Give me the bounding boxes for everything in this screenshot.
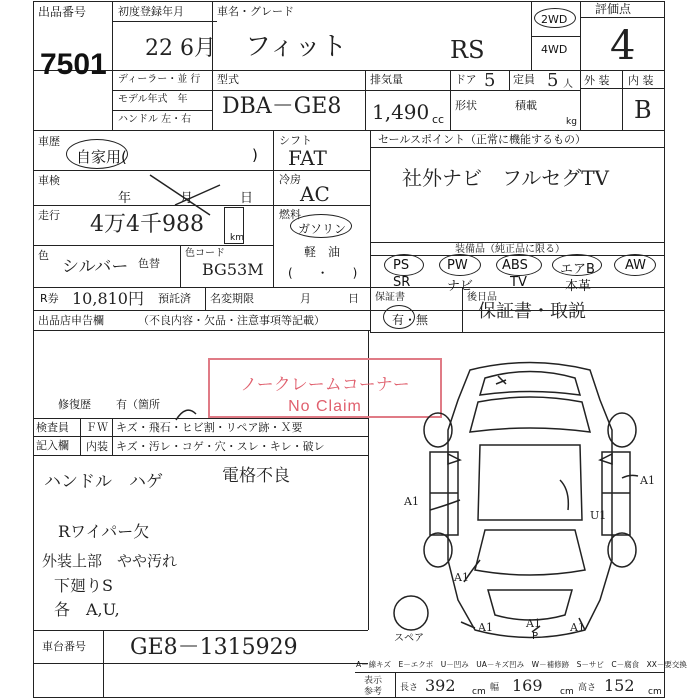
drive-2wd: 2WD (541, 13, 568, 26)
equipment-item-ps: PS (393, 258, 410, 273)
length-label: 長さ (400, 683, 419, 693)
displacement-value: 1,490 (372, 100, 430, 124)
model-year-label: モデル年式 年 (118, 94, 188, 105)
no-claim-jp: ノークレームコーナー (240, 375, 410, 394)
equipment-label: 装備品（純正品に限る） (455, 244, 565, 255)
height-label: 高さ (578, 683, 597, 693)
damage-mark-2: A1 (640, 474, 655, 487)
history-close: ) (252, 146, 258, 164)
spare-tire-label: スペア (394, 633, 424, 644)
fuel-label: 燃料 (279, 208, 301, 221)
inspection-month: 月 (180, 191, 194, 206)
chassis-value: GE8－1315929 (130, 635, 298, 660)
no-claim-en: No Claim (288, 398, 362, 415)
lot-number-label: 出品番号 (38, 5, 87, 19)
dealer-label: ディーラー・並 行 (118, 74, 201, 85)
fw-label: ＦＷ (86, 421, 108, 434)
shift-label: シフト (279, 134, 312, 147)
inspection-day: 日 (240, 191, 254, 206)
doors-value: 5 (484, 70, 496, 91)
inspector-note-1: ハンドル ハゲ (44, 472, 163, 492)
capacity-value: 5 (547, 70, 559, 91)
doors-label: ドア (455, 73, 477, 86)
first-registration-value: 22 6月 (145, 36, 216, 61)
inspector-note-4: 外装上部 やや汚れ (42, 552, 178, 570)
model-value: DBA－GE8 (222, 94, 342, 119)
first-registration-label: 初度登録年月 (118, 5, 184, 18)
height-unit: cm (648, 687, 662, 697)
repair-history-label: 修復歴 (58, 398, 91, 411)
after-item-value: 保証書・取説 (478, 301, 586, 322)
inspection-label: 車検 (38, 174, 60, 187)
fw-items: キズ・飛石・ヒビ割・リペア跡・Ｘ要 (116, 421, 303, 434)
interior-value: B (634, 96, 652, 124)
fuel-diesel: 軽 油 (304, 245, 341, 259)
name-change-month: 月 (300, 292, 311, 305)
car-name-grade-label: 車名・グレード (217, 5, 294, 18)
color-code-label: 色コード (185, 248, 225, 259)
warranty-label: 保証書 (375, 292, 405, 303)
mileage-label: 走行 (38, 209, 60, 222)
grade: RS (450, 36, 485, 64)
recycle-deposit: 預託済 (158, 292, 191, 305)
displacement-label: 排気量 (370, 73, 403, 86)
cc-unit: cc (432, 113, 445, 126)
color-code-value: BG53M (202, 260, 264, 279)
mileage-value: 4万4千988 (90, 212, 204, 237)
kg-unit: kg (566, 117, 577, 127)
color-swap-label: 色替 (138, 257, 160, 270)
equipment-item-airbag: エアB (560, 262, 595, 277)
name-change-label: 名変期限 (210, 292, 254, 305)
equipment-item-pw: PW (447, 258, 468, 273)
inspector-note-5: 下廻りS (54, 576, 113, 595)
lot-number: 7501 (40, 48, 107, 81)
equipment-item-leather: 本革 (565, 279, 592, 294)
remarks-hint: （不良内容・欠品・注意事項等記載） (138, 314, 325, 327)
damage-legend: A－線キズ E－エクボ U－凹み UA－キズ凹み W－補修跡 S－サビ C－腐食 XX－要交換 (356, 660, 687, 669)
dimension-label: 表示 参考 (364, 676, 392, 697)
capacity-label: 定員 (513, 73, 535, 86)
inspector-label-1: 検査員 (36, 421, 69, 434)
width-value: 169 (512, 676, 543, 695)
exterior-label: 外 装 (584, 74, 610, 87)
score-value: 4 (610, 23, 636, 69)
inspector-note-3: Rワイパー欠 (58, 522, 150, 541)
color-label: 色 (38, 249, 49, 262)
selling-points-label: セールスポイント（正常に機能するもの） (378, 133, 587, 146)
inspection-year: 年 (118, 191, 132, 206)
equipment-item-aw: AW (625, 258, 647, 273)
width-label: 幅 (490, 683, 500, 693)
chassis-label: 車台番号 (42, 640, 86, 653)
recycle-label: R券 (40, 292, 59, 305)
handle-label: ハンドル 左・右 (118, 114, 192, 125)
width-unit: cm (560, 687, 574, 697)
capacity-unit: 人 (563, 79, 573, 90)
equipment-item-navi: ナビ (447, 279, 474, 294)
warranty-choice: 有・無 (392, 313, 429, 327)
inspector-note-6: 各 A,U, (54, 600, 120, 619)
remarks-label: 出品店申告欄 (38, 314, 104, 327)
diagram-p-mark: P (532, 631, 539, 642)
equipment-item-tv: TV (510, 275, 527, 290)
damage-mark-5: A1 (478, 621, 493, 634)
recycle-value: 10,810円 (72, 289, 144, 308)
ac-value: AC (300, 182, 330, 206)
score-label: 評価点 (595, 2, 632, 16)
fuel-gasoline: ガソリン (298, 222, 347, 236)
color-value: シルバー (62, 257, 129, 277)
interior-label: 内 装 (628, 74, 654, 87)
fuel-paren: ( ・ ) (288, 266, 358, 280)
length-unit: cm (472, 687, 486, 697)
damage-mark-7: A1 (570, 621, 585, 634)
shape-label: 形状 (455, 99, 477, 112)
repair-history-value: 有（箇所 (116, 398, 160, 411)
after-item-label: 後日品 (467, 292, 497, 303)
damage-mark-4: A1 (454, 571, 469, 584)
damage-mark-6: A1 (526, 617, 541, 630)
inspector-note-2: 電格不良 (222, 466, 290, 486)
damage-mark-3: U1 (590, 509, 607, 522)
load-label: 積載 (515, 99, 537, 112)
equipment-item-abs: ABS (502, 258, 528, 273)
name-change-day: 日 (348, 292, 359, 305)
history-label: 車歴 (38, 135, 60, 148)
length-value: 392 (425, 676, 456, 695)
damage-mark-1: A1 (404, 495, 419, 508)
model-label: 型式 (217, 73, 239, 86)
ac-label: 冷房 (279, 173, 301, 186)
equipment-item-sr: SR (393, 275, 411, 290)
interior-check-label: 内装 (86, 440, 108, 453)
inspector-label-2: 記入欄 (36, 439, 69, 452)
shift-value: FAT (288, 146, 327, 170)
history-value: 自家用( (76, 148, 127, 166)
drive-4wd: 4WD (541, 43, 568, 56)
car-name: フィット (245, 32, 347, 62)
mileage-unit: km (230, 233, 244, 243)
selling-points-value: 社外ナビ フルセグTV (402, 166, 609, 190)
height-value: 152 (604, 676, 635, 695)
interior-check-items: キズ・汚レ・コゲ・穴・スレ・キレ・破レ (116, 440, 325, 453)
